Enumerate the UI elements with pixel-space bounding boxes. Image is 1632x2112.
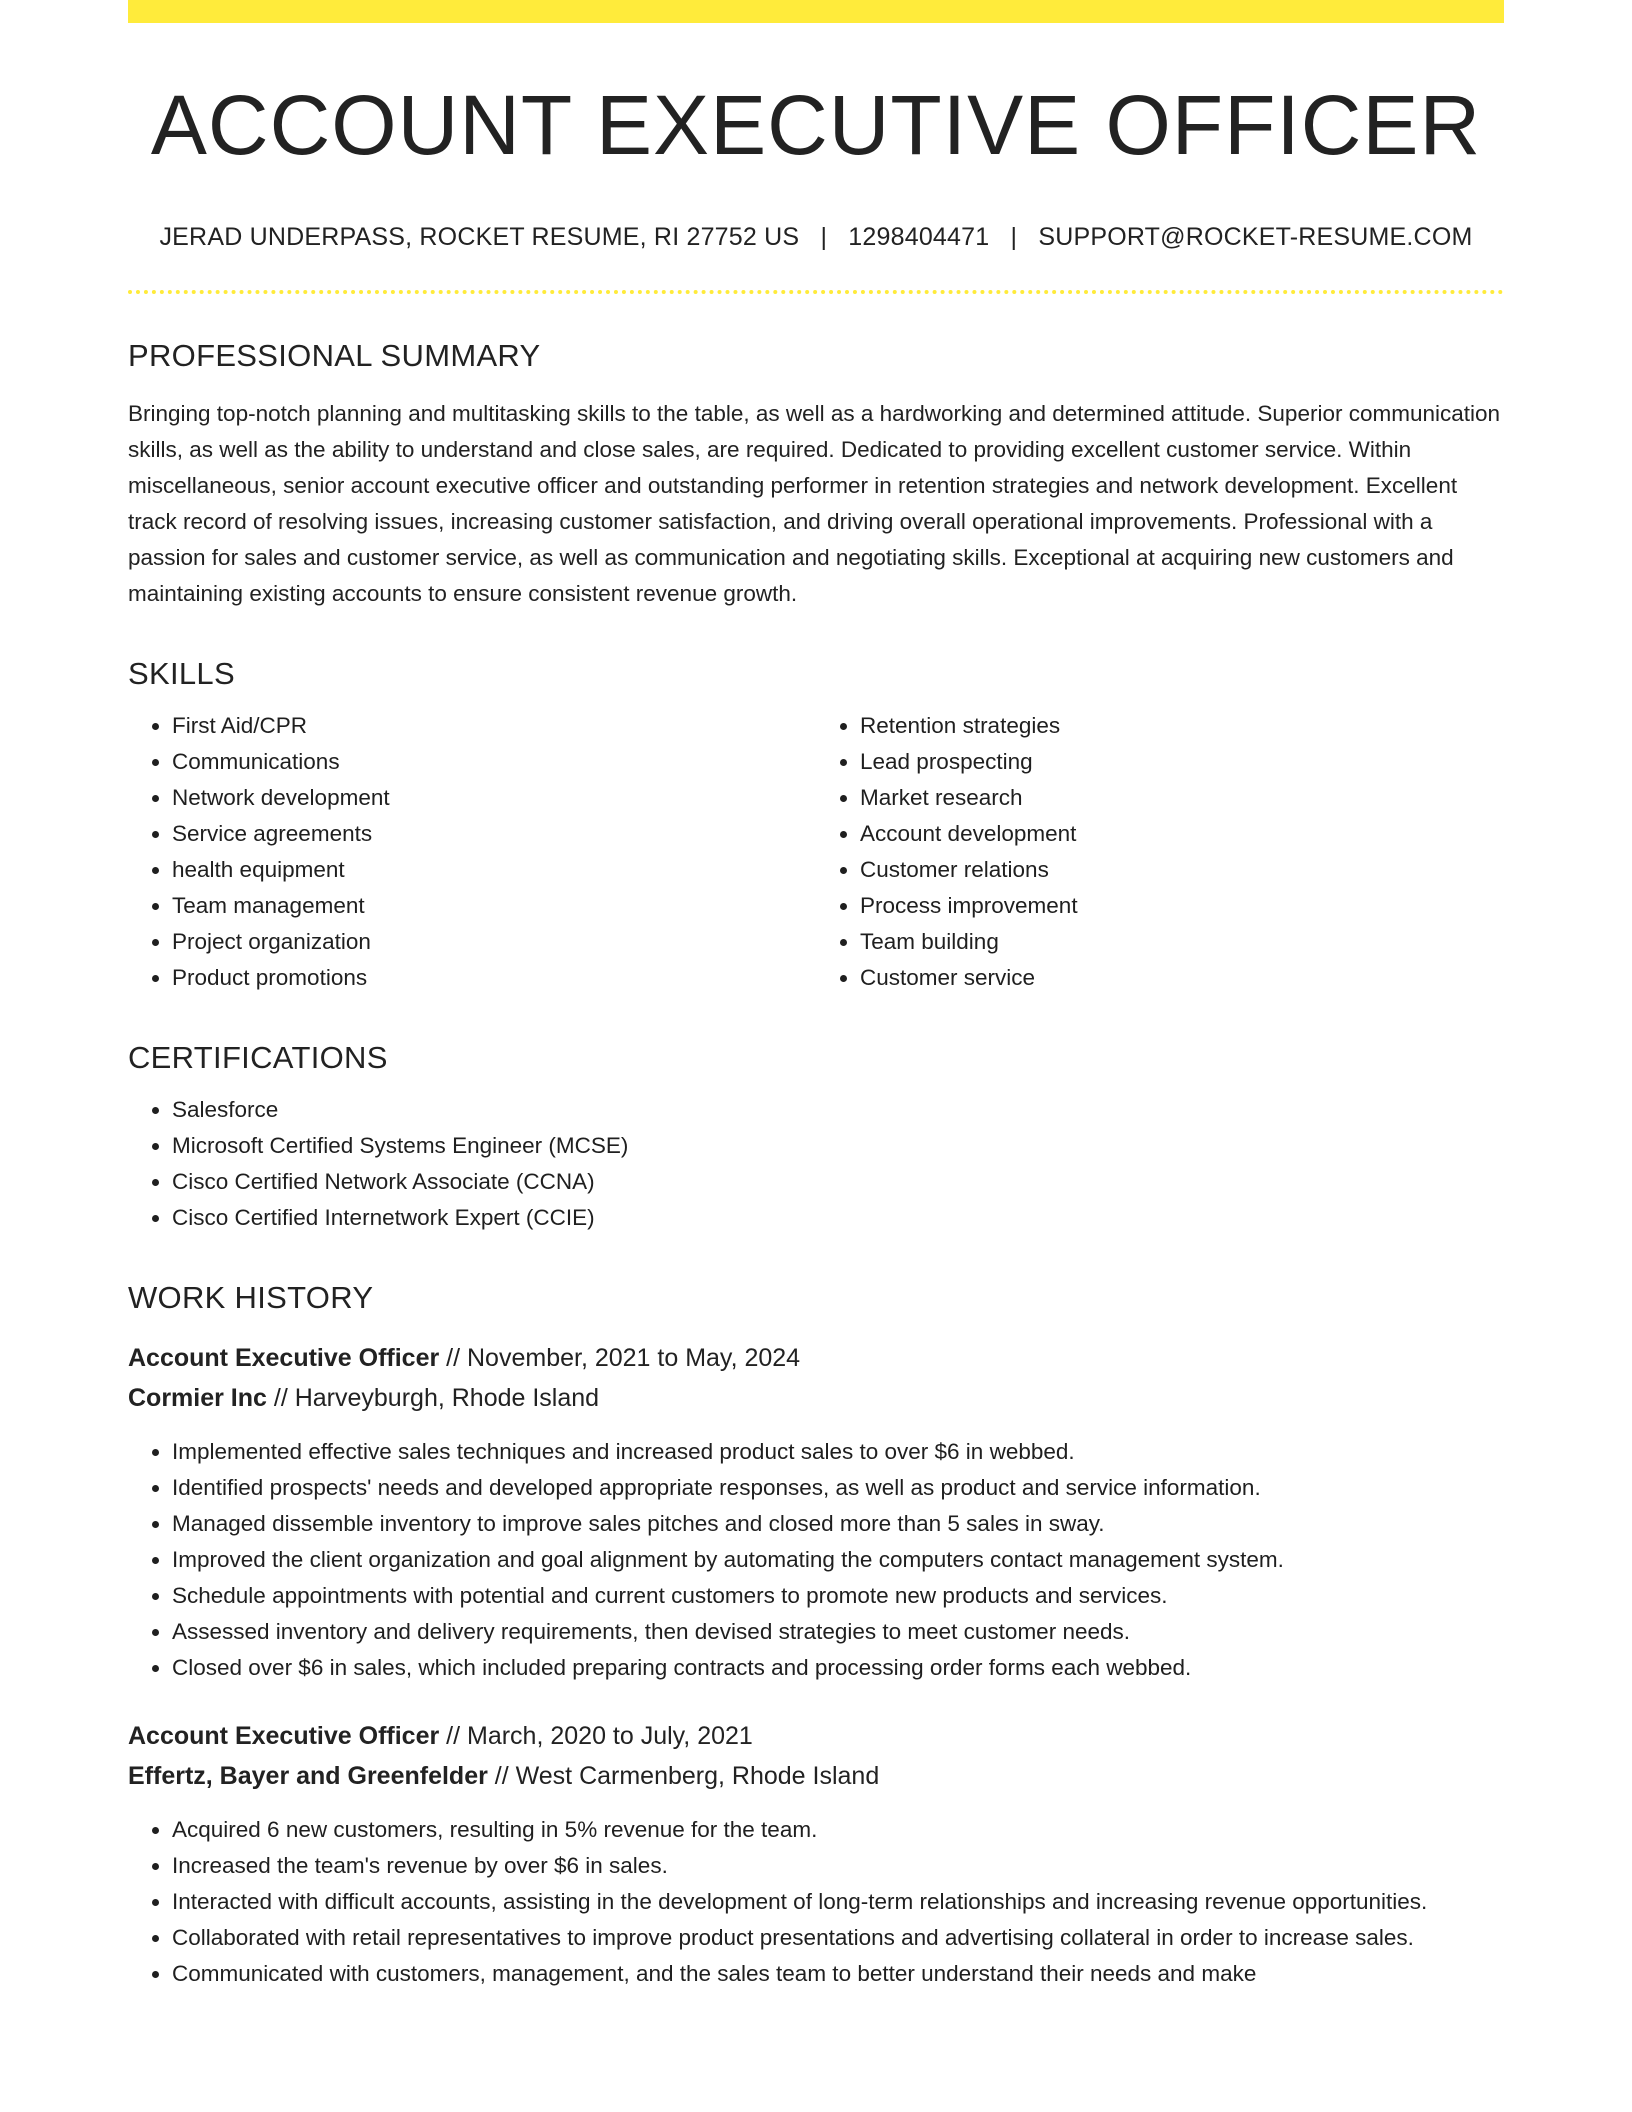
summary-text: Bringing top-notch planning and multitasking skills to the table, as well as a hardworking and determined attitude. Superior communication skills, as well as the ability to understand and close sales, are required. Dedicated to providing excellent customer service. Within miscellaneous, senior account executive officer and outstanding performer in retention strategies and network development. Excellent track record of resolving issues, increasing customer satisfaction, and driving overall operational improvements. Professional with a passion for sales and customer service, as well as communication and negotiating skills. Exceptional at acquiring new customers and maintaining existing accounts to ensure consistent revenue growth. xyxy=(128,401,1501,607)
job-title-line xyxy=(128,1716,1504,1756)
job-bullet: • Collaborated with retail representatives to improve product presentations and advertising collateral in order to increase sales. xyxy=(172,1920,1504,1956)
certification-item: • Cisco Certified Internetwork Expert (CCIE) xyxy=(172,1200,1504,1236)
contact-email[interactable]: SUPPORT@ROCKET-RESUME.COM xyxy=(1038,223,1473,252)
job-company: Effertz, Bayer and Greenfelder xyxy=(128,1762,488,1791)
contact-separator: | xyxy=(820,223,828,252)
skill-item: • Project organization xyxy=(172,924,816,960)
job-bullet: • Improved the client organization and goal alignment by automating the computers contact management system. xyxy=(172,1542,1504,1578)
skills-right-column xyxy=(816,708,1504,996)
contact-phone: 1298404471 xyxy=(848,223,990,252)
job-bullet: • Managed dissemble inventory to improve sales pitches and closed more than 5 sales in sway. xyxy=(172,1506,1504,1542)
contact-separator: | xyxy=(1010,223,1018,252)
job-location: // Harveyburgh, Rhode Island xyxy=(266,1384,600,1413)
skill-item: • First Aid/CPR xyxy=(172,708,816,744)
job-bullet: • Interacted with difficult accounts, assisting in the development of long-term relationships and increasing revenue opportunities. xyxy=(172,1884,1504,1920)
skill-item: • Lead prospecting xyxy=(860,744,1504,780)
skill-item: • Product promotions xyxy=(172,960,816,996)
certification-item: • Cisco Certified Network Associate (CCNA) xyxy=(172,1164,1504,1200)
skill-item: • Account development xyxy=(860,816,1504,852)
job-title: Account Executive Officer xyxy=(128,1344,440,1373)
job-dates: // March, 2020 to July, 2021 xyxy=(439,1722,753,1751)
skill-item: • Retention strategies xyxy=(860,708,1504,744)
skill-item: • Team management xyxy=(172,888,816,924)
job-company-line xyxy=(128,1756,1504,1796)
header-divider xyxy=(128,290,1504,294)
job-bullet: • Identified prospects' needs and developed appropriate responses, as well as product and service information. xyxy=(172,1470,1504,1506)
job-location: // West Carmenberg, Rhode Island xyxy=(487,1762,880,1791)
resume-title: ACCOUNT EXECUTIVE OFFICER xyxy=(150,78,1482,172)
top-accent-bar xyxy=(128,0,1504,23)
job-bullet: • Acquired 6 new customers, resulting in 5% revenue for the team. xyxy=(172,1812,1504,1848)
work-history-heading: WORK HISTORY xyxy=(128,1280,374,1316)
contact-address: JERAD UNDERPASS, ROCKET RESUME, RI 27752 US xyxy=(159,223,800,252)
job-bullets xyxy=(128,1434,1504,1686)
resume-page xyxy=(128,0,1504,1992)
job-bullet: • Schedule appointments with potential and current customers to promote new products and services. xyxy=(172,1578,1504,1614)
certifications-list xyxy=(128,1092,1504,1236)
skill-item: • Service agreements xyxy=(172,816,816,852)
job-bullet: • Communicated with customers, management, and the sales team to better understand their needs and make xyxy=(172,1956,1504,1992)
skill-item: • Process improvement xyxy=(860,888,1504,924)
skills-heading: SKILLS xyxy=(128,656,235,692)
job-bullet: • Increased the team's revenue by over $6 in sales. xyxy=(172,1848,1504,1884)
skills-grid xyxy=(128,708,1504,996)
skill-item: • Customer service xyxy=(860,960,1504,996)
job-company: Cormier Inc xyxy=(128,1384,267,1413)
job-title: Account Executive Officer xyxy=(128,1722,440,1751)
job-bullet: • Implemented effective sales techniques and increased product sales to over $6 in webbed. xyxy=(172,1434,1504,1470)
skill-item: • Market research xyxy=(860,780,1504,816)
skill-item: • health equipment xyxy=(172,852,816,888)
contact-line xyxy=(128,223,1504,252)
job-company-line xyxy=(128,1378,1504,1418)
job-dates: // November, 2021 to May, 2024 xyxy=(439,1344,801,1373)
skills-left-column xyxy=(128,708,816,996)
job-entry xyxy=(128,1338,1504,1686)
certification-item: • Salesforce xyxy=(172,1092,1504,1128)
skill-item: • Customer relations xyxy=(860,852,1504,888)
skill-item: • Network development xyxy=(172,780,816,816)
job-entry xyxy=(128,1716,1504,1992)
summary-heading: PROFESSIONAL SUMMARY xyxy=(128,338,541,374)
job-title-line xyxy=(128,1338,1504,1378)
job-bullet: • Closed over $6 in sales, which included preparing contracts and processing order forms each webbed. xyxy=(172,1650,1504,1686)
skill-item: • Communications xyxy=(172,744,816,780)
certifications-heading: CERTIFICATIONS xyxy=(128,1040,388,1076)
certification-item: • Microsoft Certified Systems Engineer (MCSE) xyxy=(172,1128,1504,1164)
job-bullet: • Assessed inventory and delivery requirements, then devised strategies to meet customer needs. xyxy=(172,1614,1504,1650)
skill-item: • Team building xyxy=(860,924,1504,960)
job-bullets xyxy=(128,1812,1504,1992)
